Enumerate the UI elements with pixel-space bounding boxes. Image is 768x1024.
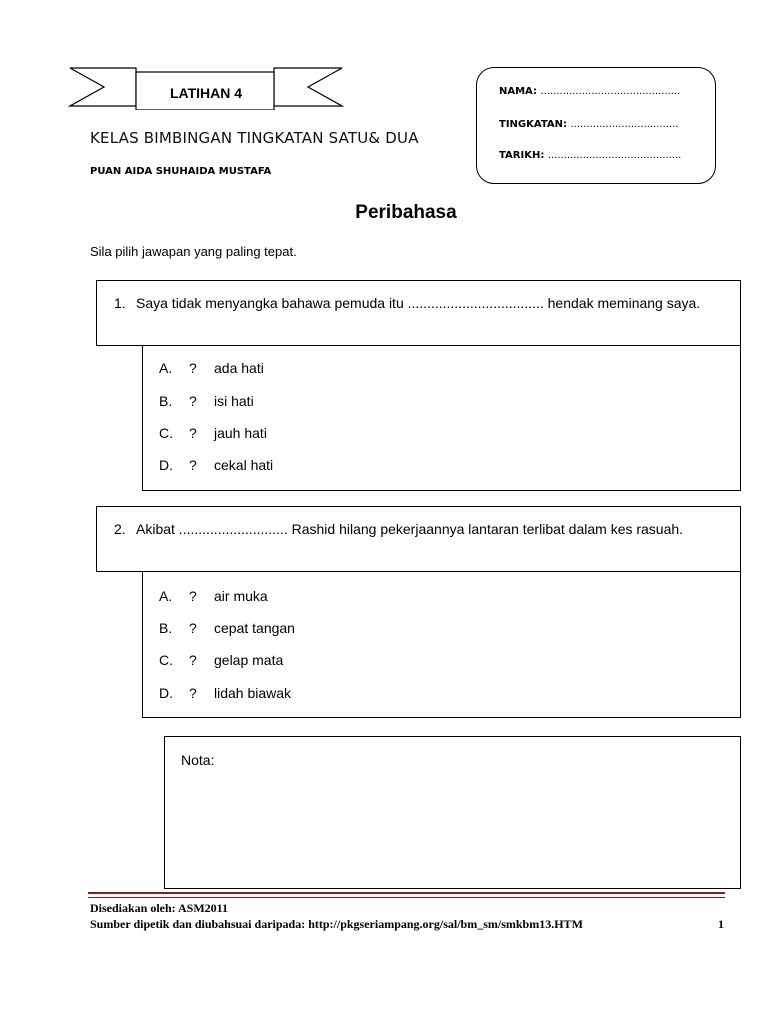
option-b[interactable]	[159, 618, 295, 638]
question-number: 1.	[114, 295, 126, 311]
page-number: 1	[718, 917, 724, 931]
option-letter: B.	[159, 393, 173, 409]
question-text: Akibat ............................ Rashid hilang pekerjaannya lantaran terlibat dalam kes rasuah.	[136, 521, 684, 537]
option-letter: C.	[159, 652, 173, 668]
option-text: gelap mata	[214, 652, 284, 668]
option-text: isi hati	[214, 393, 254, 409]
option-letter: B.	[159, 620, 173, 636]
question-1-box	[96, 280, 741, 346]
teacher-name: PUAN AIDA SHUHAIDA MUSTAFA	[90, 166, 272, 177]
nama-field[interactable]	[499, 86, 680, 97]
option-text: cepat tangan	[214, 620, 295, 636]
option-mark: ?	[189, 425, 197, 441]
question-text: Saya tidak menyangka bahawa pemuda itu ................................... hendak meminang saya.	[136, 295, 701, 311]
instruction-text: Sila pilih jawapan yang paling tepat.	[90, 244, 297, 259]
option-a[interactable]	[159, 586, 268, 606]
question-2-options	[142, 571, 741, 718]
option-letter: C.	[159, 425, 173, 441]
option-mark: ?	[189, 620, 197, 636]
tingkatan-field[interactable]	[499, 119, 679, 130]
nama-label: NAMA:	[499, 86, 537, 97]
option-d[interactable]	[159, 683, 291, 703]
option-c[interactable]	[159, 650, 283, 670]
tingkatan-label: TINGKATAN:	[499, 119, 567, 130]
tarikh-field[interactable]	[499, 150, 681, 161]
option-a[interactable]	[159, 358, 264, 378]
option-text: ada hati	[214, 360, 264, 376]
option-text: cekal hati	[214, 457, 274, 473]
question-1-options	[142, 345, 741, 491]
question-2-box	[96, 506, 741, 572]
option-mark: ?	[189, 588, 197, 604]
nota-label: Nota:	[181, 752, 215, 768]
option-mark: ?	[189, 360, 197, 376]
nama-blank: ............................................	[540, 86, 681, 97]
tarikh-label: TARIKH:	[499, 150, 545, 161]
footer-prepared-by: Disediakan oleh: ASM2011	[90, 901, 229, 915]
option-text: lidah biawak	[214, 685, 292, 701]
option-letter: A.	[159, 360, 173, 376]
footer-rule-thin	[88, 897, 725, 898]
footer-rule	[88, 892, 725, 894]
banner-label: LATIHAN 4	[169, 85, 243, 101]
option-mark: ?	[189, 652, 197, 668]
option-c[interactable]	[159, 423, 267, 443]
option-mark: ?	[189, 393, 197, 409]
option-text: air muka	[214, 588, 268, 604]
option-text: jauh hati	[214, 425, 267, 441]
tingkatan-blank: ..................................	[570, 119, 679, 130]
footer-source: Sumber dipetik dan diubahsuai daripada: http://pkgseriampang.org/sal/bm_sm/smkbm13.HTM	[90, 917, 583, 931]
page-title: Peribahasa	[355, 202, 457, 223]
option-letter: D.	[159, 685, 173, 701]
nota-box[interactable]	[164, 736, 741, 889]
student-info-box	[476, 67, 716, 184]
tarikh-blank: ..........................................	[547, 150, 682, 161]
question-number: 2.	[114, 521, 126, 537]
option-mark: ?	[189, 685, 197, 701]
option-letter: A.	[159, 588, 173, 604]
school-title: KELAS BIMBINGAN TINGKATAN SATU& DUA	[90, 129, 419, 147]
option-b[interactable]	[159, 391, 254, 411]
option-mark: ?	[189, 457, 197, 473]
option-d[interactable]	[159, 455, 273, 475]
option-letter: D.	[159, 457, 173, 473]
